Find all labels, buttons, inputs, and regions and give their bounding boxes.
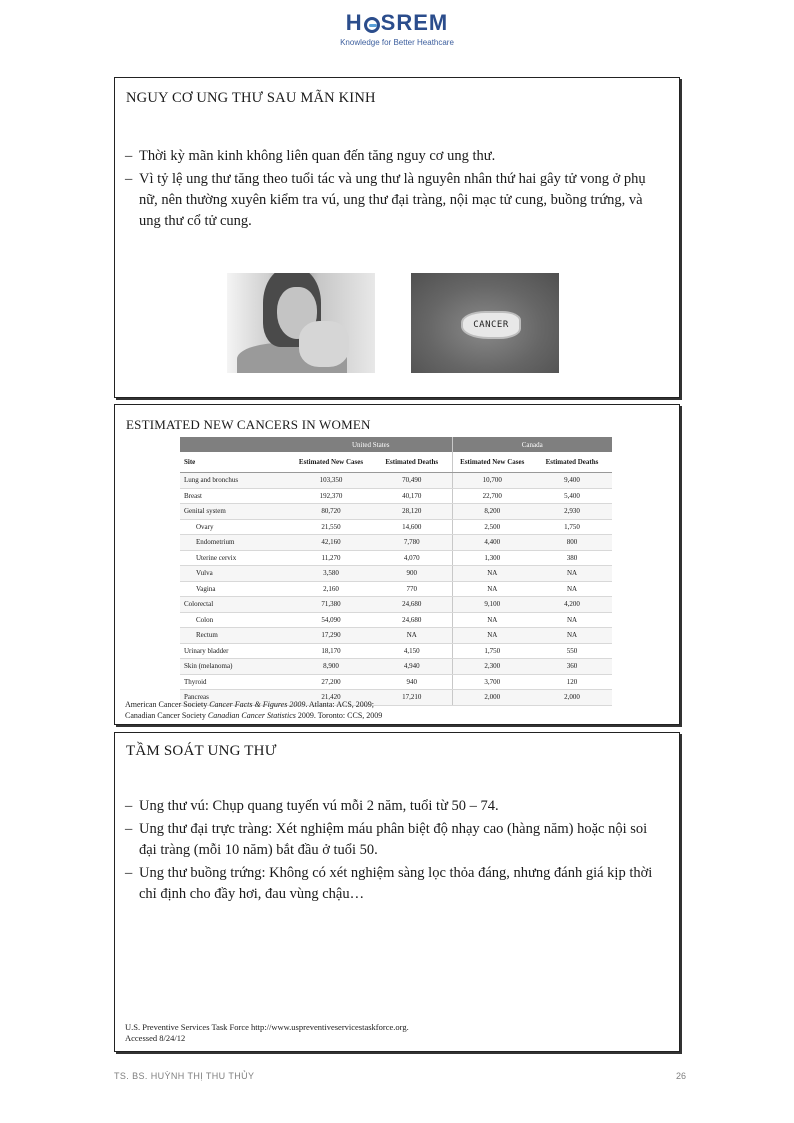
table-cell-value: 9,400 [532, 473, 612, 489]
table-cell-value: 2,000 [452, 690, 532, 706]
hosrem-logo [335, 10, 459, 52]
table-group-header: Canada [452, 437, 612, 452]
table-cell-value: 2,500 [452, 519, 532, 535]
table-row [180, 581, 612, 597]
table-cell-site: Rectum [180, 628, 290, 644]
bullet-item: – Ung thư buồng trứng: Không có xét nghiệm sàng lọc thỏa đáng, nhưng đánh giá kịp thời chỉ định cho đầy hơi, đau vùng chậu… [125, 863, 663, 905]
logo-letters: SREM [380, 10, 449, 35]
table-cell-value: 2,300 [452, 659, 532, 675]
logo-globe-icon [364, 17, 380, 33]
table-cell-value: 9,100 [452, 597, 532, 613]
bullet-item: – Ung thư đại trực tràng: Xét nghiệm máu phân biệt độ nhạy cao (hàng năm) hoặc nội soi đại tràng (mỗi 10 năm) bắt đầu ở tuổi 50. [125, 819, 663, 861]
table-cell-value: 900 [372, 566, 452, 582]
bullet-item: – Ung thư vú: Chụp quang tuyến vú mỗi 2 năm, tuổi từ 50 – 74. [125, 796, 663, 817]
slide-title: NGUY CƠ UNG THƯ SAU MÃN KINH [126, 90, 376, 106]
table-cell-value: 42,160 [290, 535, 372, 551]
table-cell-site: Colon [180, 612, 290, 628]
table-cell-value: 1,300 [452, 550, 532, 566]
table-cell-value: 1,750 [452, 643, 532, 659]
bullet-item: – Thời kỳ mãn kinh không liên quan đến tăng nguy cơ ung thư. [125, 146, 663, 167]
table-cell-site: Endometrium [180, 535, 290, 551]
table-cell-value: 103,350 [290, 473, 372, 489]
table-cell-value: NA [452, 566, 532, 582]
worried-woman-photo [227, 273, 375, 373]
table-cell-site: Colorectal [180, 597, 290, 613]
table-cell-value: 24,680 [372, 597, 452, 613]
table-cell-value: 40,170 [372, 488, 452, 504]
table-row [180, 550, 612, 566]
table-cell-value: 24,680 [372, 612, 452, 628]
table-cell-value: 4,070 [372, 550, 452, 566]
slide-menopause-cancer-risk [114, 77, 680, 398]
table-cell-site: Uterine cervix [180, 550, 290, 566]
bullet-list [125, 796, 663, 907]
table-cell-value: NA [452, 628, 532, 644]
logo-tagline: Knowledge for Better Heathcare [340, 38, 454, 47]
table-cell-site: Thyroid [180, 674, 290, 690]
table-cell-value: 14,600 [372, 519, 452, 535]
table-row [180, 566, 612, 582]
table-cell-value: 940 [372, 674, 452, 690]
table-cell-value: 2,930 [532, 504, 612, 520]
bullet-list [125, 146, 663, 234]
table-cell-site: Skin (melanoma) [180, 659, 290, 675]
table-cell-value: 5,400 [532, 488, 612, 504]
table-cell-value: 550 [532, 643, 612, 659]
page-number: 26 [675, 1071, 686, 1081]
table-row [180, 643, 612, 659]
slide-title: ESTIMATED NEW CANCERS IN WOMEN [126, 417, 371, 432]
column-header: Estimated Deaths [532, 452, 612, 473]
table-row [180, 597, 612, 613]
table-cell-value: 18,170 [290, 643, 372, 659]
table-cell-value: 21,420 [290, 690, 372, 706]
table-cell-site: Pancreas [180, 690, 290, 706]
table-row [180, 535, 612, 551]
citation-title: Cancer Facts & Figures 2009 [209, 700, 306, 709]
table-cell-value: 2,160 [290, 581, 372, 597]
table-cell-value: 1,750 [532, 519, 612, 535]
citation-text: 2009. Toronto: CCS, 2009 [295, 710, 383, 720]
table-cell-value: 22,700 [452, 488, 532, 504]
table-cell-value: 70,490 [372, 473, 452, 489]
table-row [180, 612, 612, 628]
table-cell-value: 7,780 [372, 535, 452, 551]
table-cell-value: 4,940 [372, 659, 452, 675]
torn-paper-cancer-photo [411, 273, 559, 373]
slide-estimated-new-cancers [114, 404, 680, 725]
table-row [180, 674, 612, 690]
cancer-label: CANCER [473, 320, 509, 330]
footer-author: TS. BS. HUỲNH THỊ THU THỦY [114, 1071, 255, 1081]
table-cell-value: NA [452, 612, 532, 628]
citation-text: Canadian Cancer Society [125, 710, 208, 720]
cancer-statistics-table [180, 437, 612, 706]
table-group-header: United States [290, 437, 452, 452]
table-cell-value: 54,090 [290, 612, 372, 628]
citation-title: Canadian Cancer Statistics [207, 710, 296, 720]
table-cell-value: 2,000 [532, 690, 612, 706]
table-source-citation [125, 700, 382, 721]
table-cell-value: 380 [532, 550, 612, 566]
table-cell-value: 360 [532, 659, 612, 675]
table-cell-value: NA [532, 581, 612, 597]
logo-wordmark [335, 10, 459, 36]
table-cell-value: 28,120 [372, 504, 452, 520]
bullet-item: – Vì tỷ lệ ung thư tăng theo tuổi tác và ung thư là nguyên nhân thứ hai gây tử vong ở phụ nữ, nên thường xuyên kiểm tra vú, ung thư đại tràng, nội mạc tử cung, buồng trứng, và ung thư cổ tử cung. [125, 169, 663, 232]
slide-cancer-screening [114, 732, 680, 1052]
table-row [180, 519, 612, 535]
table-row [180, 473, 612, 489]
table-cell-value: 11,270 [290, 550, 372, 566]
table-cell-value: NA [372, 628, 452, 644]
table-cell-value: 8,200 [452, 504, 532, 520]
table-cell-site: Genital system [180, 504, 290, 520]
table-cell-value: NA [452, 581, 532, 597]
table-cell-site: Breast [180, 488, 290, 504]
table-cell-value: 8,900 [290, 659, 372, 675]
table-cell-value: NA [532, 566, 612, 582]
table-cell-value: 17,290 [290, 628, 372, 644]
table-cell-value: NA [532, 612, 612, 628]
screening-source-citation [125, 1022, 409, 1043]
logo-letter-h: H [345, 10, 363, 35]
table-cell-value: 27,200 [290, 674, 372, 690]
citation-line: Accessed 8/24/12 [125, 1032, 186, 1043]
table-cell-site: Vulva [180, 566, 290, 582]
table-cell-value: 4,200 [532, 597, 612, 613]
table-cell-value: NA [532, 628, 612, 644]
citation-text: . Atlanta: ACS, 2009; [305, 700, 374, 709]
table-cell-site: Urinary bladder [180, 643, 290, 659]
table-row [180, 628, 612, 644]
table-cell-value: 120 [532, 674, 612, 690]
column-header: Site [180, 452, 290, 473]
table-cell-value: 21,550 [290, 519, 372, 535]
table-row [180, 488, 612, 504]
table-cell-site: Ovary [180, 519, 290, 535]
table-cell-site: Vagina [180, 581, 290, 597]
table-cell-value: 17,210 [372, 690, 452, 706]
table-cell-value: 4,150 [372, 643, 452, 659]
column-header: Estimated New Cases [290, 452, 372, 473]
table-cell-value: 10,700 [452, 473, 532, 489]
citation-line: U.S. Preventive Services Task Force http://www.uspreventiveservicestaskforce.org. [125, 1022, 409, 1032]
table-cell-value: 71,380 [290, 597, 372, 613]
slide-title: TẦM SOÁT UNG THƯ [126, 743, 277, 759]
table-cell-value: 3,700 [452, 674, 532, 690]
column-header: Estimated New Cases [452, 452, 532, 473]
table-cell-value: 192,370 [290, 488, 372, 504]
table-cell-value: 3,580 [290, 566, 372, 582]
table-group-blank [180, 437, 290, 452]
table-cell-value: 770 [372, 581, 452, 597]
table-cell-value: 4,400 [452, 535, 532, 551]
table-row [180, 504, 612, 520]
table-cell-value: 800 [532, 535, 612, 551]
table-row [180, 659, 612, 675]
column-header: Estimated Deaths [372, 452, 452, 473]
table-cell-value: 80,720 [290, 504, 372, 520]
table-cell-site: Lung and bronchus [180, 473, 290, 489]
citation-text: American Cancer Society [125, 700, 210, 709]
